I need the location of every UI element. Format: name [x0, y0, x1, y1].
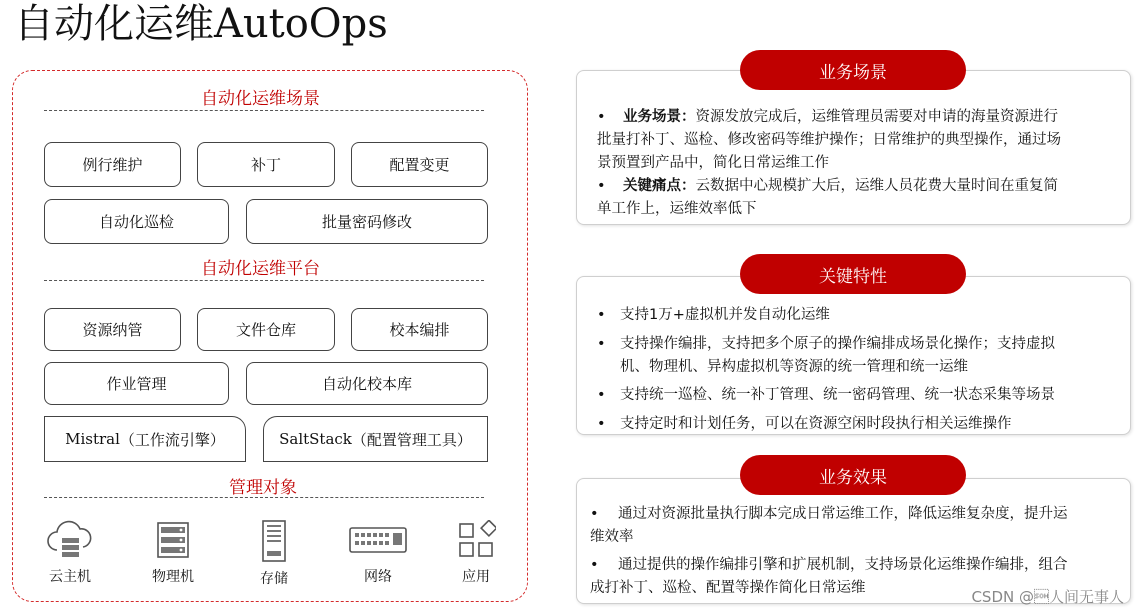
feature-item: [597, 304, 1117, 327]
business-scene-text: 批量打补丁、巡检、修改密码等维护操作；日常维护的典型操作，通过场: [597, 132, 1061, 148]
scene-batch-password: 批量密码修改: [246, 199, 488, 244]
object-cloud-host: [40, 520, 100, 586]
bullet: •: [590, 557, 599, 573]
object-network: [346, 520, 410, 586]
feature-item: [597, 333, 1117, 379]
bullet: •: [597, 178, 606, 194]
mistral-desc: （工作流引擎）: [119, 430, 225, 449]
scene-routine-maintenance: 例行维护: [44, 142, 181, 187]
platform-section-title: 自动化运维平台: [201, 259, 320, 279]
mistral-workflow-engine: [44, 416, 246, 462]
saltstack-desc: （配置管理工具）: [351, 430, 472, 449]
feature-text: 支持统一巡检、统一补丁管理、统一密码管理、统一状态采集等场景: [620, 387, 1055, 403]
business-effect-pill: 业务效果: [740, 455, 966, 495]
effect-text: 成打补丁、巡检、配置等操作简化日常运维: [590, 580, 866, 596]
bullet: •: [597, 416, 606, 432]
objects-divider: [44, 497, 484, 498]
pain-point-text: 单工作上，运维效率低下: [597, 201, 757, 217]
business-scene-pill: 业务场景: [740, 50, 966, 90]
bullet: •: [597, 336, 606, 352]
platform-job-management: 作业管理: [44, 362, 229, 405]
object-application: [446, 520, 506, 586]
feature-item: [597, 413, 1117, 436]
platform-script-orchestration: 校本编排: [351, 308, 488, 351]
feature-text: 支持定时和计划任务，可以在资源空闲时段执行相关运维操作: [620, 416, 1012, 432]
watermark: CSDN @人间无事人: [971, 588, 1124, 606]
platform-script-library: 自动化校本库: [246, 362, 488, 405]
scene-auto-inspection: 自动化巡检: [44, 199, 229, 244]
object-label: 物理机: [152, 569, 194, 585]
object-physical-machine: [143, 520, 203, 586]
storage-icon: [254, 520, 294, 562]
business-scene-label: 业务场景：: [623, 109, 696, 125]
object-label: 网络: [364, 569, 392, 585]
network-switch-icon: [348, 520, 408, 560]
platform-file-repository: 文件仓库: [197, 308, 335, 351]
objects-section-title: 管理对象: [229, 478, 297, 498]
object-label: 应用: [462, 569, 490, 585]
scene-config-change: 配置变更: [351, 142, 488, 187]
effect-text: 通过对资源批量执行脚本完成日常运维工作，降低运维复杂度，提升运: [618, 506, 1068, 522]
saltstack-config-tool: [263, 416, 488, 462]
cloud-server-icon: [45, 520, 95, 560]
effect-text: 维效率: [590, 529, 634, 545]
pain-point-label: 关键痛点：: [623, 178, 696, 194]
pain-point-text: 云数据中心规模扩大后，运维人员花费大量时间在重复简: [695, 178, 1058, 194]
bullet: •: [590, 506, 599, 522]
scenes-divider: [44, 110, 484, 111]
apps-grid-icon: [456, 520, 496, 560]
platform-resource-management: 资源纳管: [44, 308, 181, 351]
bullet: •: [597, 387, 606, 403]
scene-patch: 补丁: [197, 142, 335, 187]
effect-item: [590, 503, 1120, 549]
pain-point-item: [597, 175, 1117, 221]
effect-text: 通过提供的操作编排引擎和扩展机制，支持场景化运维操作编排，组合: [618, 557, 1068, 573]
scenes-section-title: 自动化运维场景: [201, 89, 320, 109]
object-label: 云主机: [49, 569, 91, 585]
object-label: 存储: [260, 571, 288, 587]
feature-text: 支持1万+虚拟机并发自动化运维: [620, 307, 830, 323]
feature-text: 支持操作编排，支持把多个原子的操作编排成场景化操作；支持虚拟: [620, 336, 1055, 352]
mistral-name: Mistral: [65, 430, 120, 448]
platform-divider: [44, 280, 484, 281]
business-scene-text: 景预置到产品中，简化日常运维工作: [597, 155, 829, 171]
bullet: •: [597, 307, 606, 323]
object-storage: [244, 520, 304, 588]
feature-item: [597, 384, 1117, 407]
server-rack-icon: [153, 520, 193, 560]
feature-text: 机、物理机、异构虚拟机等资源的统一管理和统一运维: [620, 359, 968, 375]
business-scene-text: 资源发放完成后，运维管理员需要对申请的海量资源进行: [695, 109, 1058, 125]
page-title: 自动化运维AutoOps: [14, 1, 388, 47]
key-features-pill: 关键特性: [740, 254, 966, 294]
bullet: •: [597, 109, 606, 125]
saltstack-name: SaltStack: [279, 430, 352, 448]
business-scene-item: [597, 106, 1117, 175]
